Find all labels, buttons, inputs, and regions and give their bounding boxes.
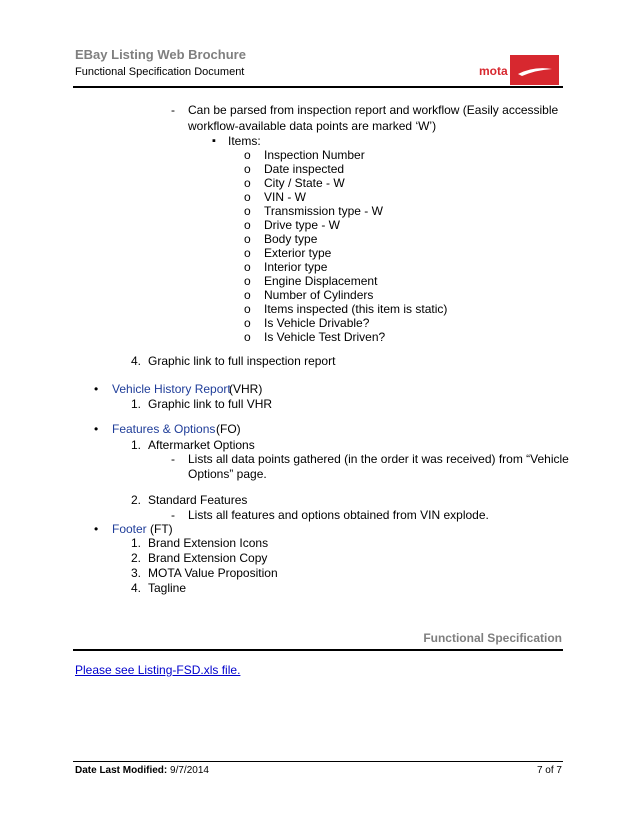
circle-bullet-icon: o (244, 330, 251, 344)
parse-description-line1: Can be parsed from inspection report and workflow (Easily accessible (188, 103, 559, 117)
circle-bullet-icon: o (244, 274, 251, 288)
list-number: 4. (131, 581, 142, 595)
list-item: VIN - W (264, 190, 306, 204)
circle-bullet-icon: o (244, 190, 251, 204)
list-item: Is Vehicle Drivable? (264, 316, 370, 330)
section-heading: Functional Specification (423, 631, 562, 645)
section-rule (73, 649, 563, 651)
list-item: Brand Extension Icons (148, 536, 269, 550)
bullet-icon: • (94, 522, 99, 536)
fo-item-standard: Standard Features (148, 493, 248, 507)
square-bullet-icon: ▪ (212, 135, 216, 147)
circle-bullet-icon: o (244, 176, 251, 190)
list-item: Is Vehicle Test Driven? (264, 330, 386, 344)
vhr-section-name: Vehicle History Report (112, 382, 231, 396)
inspection-report-link-text: Graphic link to full inspection report (148, 354, 336, 368)
bullet-icon: • (94, 422, 99, 436)
fo-item-aftermarket: Aftermarket Options (148, 438, 255, 452)
document-title: EBay Listing Web Brochure (75, 47, 246, 62)
circle-bullet-icon: o (244, 288, 251, 302)
fo-aftermarket-desc-line1: Lists all data points gathered (in the order it was received) from “Vehicle (188, 452, 569, 466)
list-item: Tagline (148, 581, 187, 595)
circle-bullet-icon: o (244, 204, 251, 218)
bullet-icon: • (94, 382, 99, 396)
circle-bullet-icon: o (244, 232, 251, 246)
circle-bullet-icon: o (244, 260, 251, 274)
parse-description-line2: workflow-available data points are marked ‘W’) (188, 119, 437, 133)
list-number: 1. (131, 536, 142, 550)
list-number: 1. (131, 438, 142, 452)
list-item: Body type (264, 232, 318, 246)
ft-section-name: Footer (112, 522, 147, 536)
logo-mark (510, 55, 559, 85)
list-item: Engine Displacement (264, 274, 378, 288)
items-label: Items: (228, 134, 261, 148)
circle-bullet-icon: o (244, 148, 251, 162)
list-item: Inspection Number (264, 148, 365, 162)
list-number: 3. (131, 566, 142, 580)
list-item: Interior type (264, 260, 328, 274)
document-subtitle: Functional Specification Document (75, 66, 245, 78)
vhr-item: Graphic link to full VHR (148, 397, 273, 411)
list-number: 4. (131, 354, 142, 368)
mota-logo (473, 55, 559, 85)
list-item: Brand Extension Copy (148, 551, 268, 565)
list-item: Drive type - W (264, 218, 341, 232)
logo-text: mota (479, 64, 508, 78)
date-label: Date Last Modified: (75, 765, 168, 776)
list-item: MOTA Value Proposition (148, 566, 278, 580)
fo-aftermarket-desc-line2: Options” page. (188, 467, 267, 481)
fsd-file-link[interactable]: Please see Listing-FSD.xls file. (75, 663, 241, 677)
list-number: 1. (131, 397, 142, 411)
list-item: City / State - W (264, 176, 345, 190)
date-modified (75, 765, 209, 776)
header-rule (73, 86, 563, 88)
dash-marker: - (171, 452, 175, 466)
list-item: Transmission type - W (264, 204, 383, 218)
page-number: 7 of 7 (536, 765, 562, 776)
fo-section-name: Features & Options (112, 422, 216, 436)
footer-rule (73, 761, 563, 762)
vhr-abbr: (VHR) (229, 382, 263, 396)
circle-bullet-icon: o (244, 302, 251, 316)
dash-marker: - (171, 103, 175, 117)
list-item: Exterior type (264, 246, 332, 260)
list-item: Items inspected (this item is static) (264, 302, 448, 316)
list-item: Number of Cylinders (264, 288, 374, 302)
logo-swoosh-icon (510, 55, 559, 85)
ft-abbr: (FT) (150, 522, 173, 536)
circle-bullet-icon: o (244, 316, 251, 330)
circle-bullet-icon: o (244, 162, 251, 176)
date-value: 9/7/2014 (170, 765, 209, 776)
list-item: Date inspected (264, 162, 345, 176)
fo-standard-desc: Lists all features and options obtained from VIN explode. (188, 508, 489, 522)
circle-bullet-icon: o (244, 246, 251, 260)
dash-marker: - (171, 508, 175, 522)
list-number: 2. (131, 551, 142, 565)
circle-bullet-icon: o (244, 218, 251, 232)
list-number: 2. (131, 493, 142, 507)
fo-abbr: (FO) (216, 422, 241, 436)
